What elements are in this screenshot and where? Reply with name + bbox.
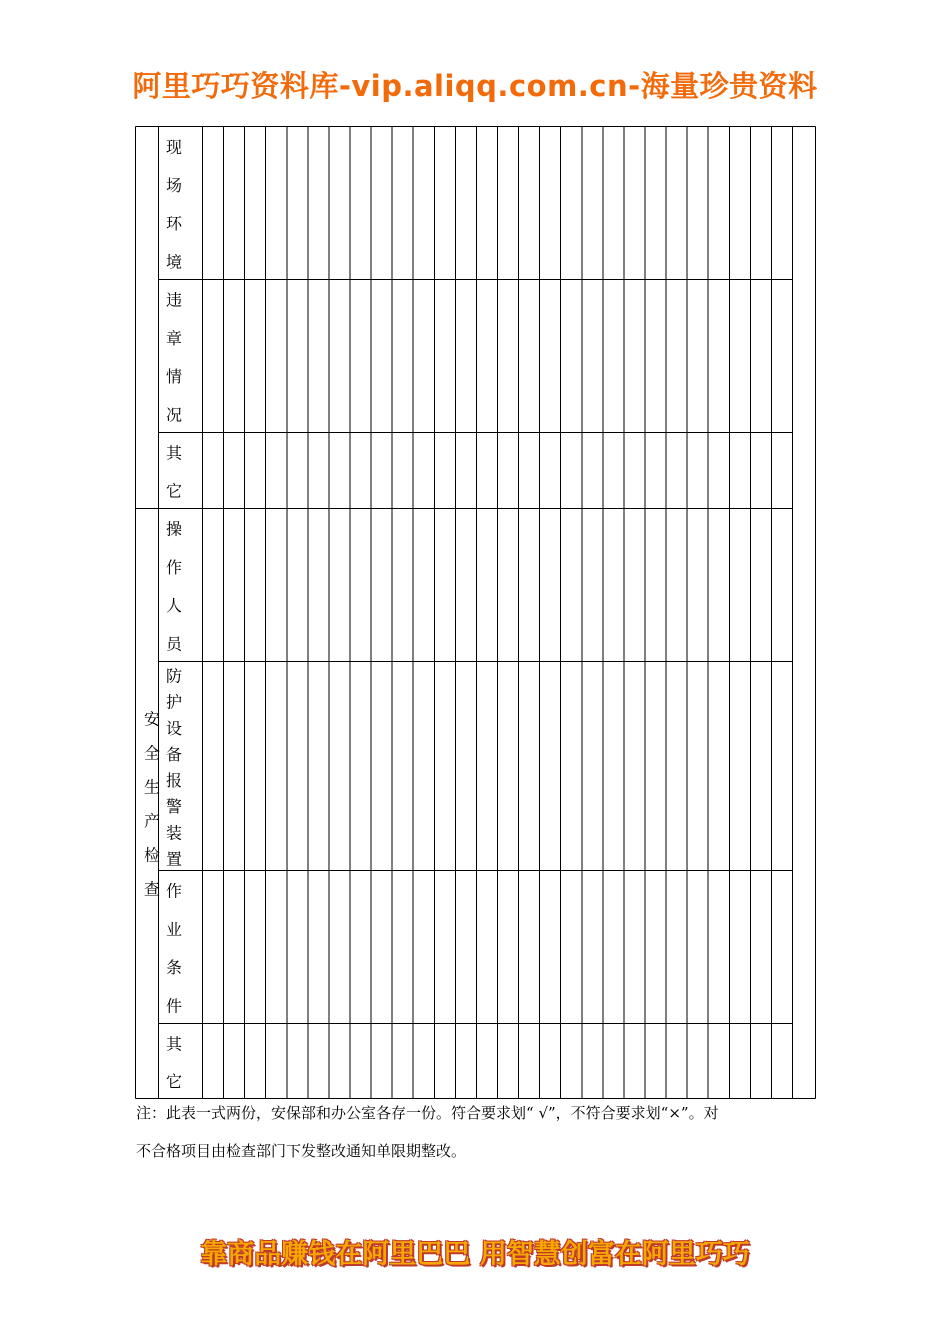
row-label-3 [166,520,183,654]
row-label-6-char: 其 [165,1034,183,1054]
row-label-1 [166,291,182,425]
section-label-1-char: 产 [143,811,161,831]
row-label-4-char: 警 [165,797,183,817]
row-label-6 [166,1034,183,1091]
row-label-4-char: 装 [165,823,183,843]
row-label-0 [166,138,183,272]
row-label-4-char: 护 [165,692,183,712]
row-label-1-char: 章 [165,328,183,348]
row-label-4-char: 防 [165,666,183,686]
row-label-4-char: 备 [165,744,183,764]
header-banner: 阿里巧巧资料库-vip.aliqq.com.cn-海量珍贵资料 [132,69,818,103]
row-label-1-char: 情 [165,367,183,387]
row-label-5-char: 业 [165,919,183,939]
row-label-4-char: 置 [165,849,183,869]
row-label-4-char: 报 [165,771,183,791]
row-label-2 [166,444,183,501]
row-label-0-char: 现 [165,137,183,157]
row-label-3-char: 人 [165,596,183,616]
row-label-1-char: 违 [165,290,183,310]
row-label-3-char: 作 [165,557,183,577]
row-label-5-char: 条 [165,958,183,978]
footer-banner: 靠商品赚钱在阿里巴巴 用智慧创富在阿里巧巧 [200,1239,750,1270]
row-label-5-char: 作 [165,881,183,901]
note-line-1: 注：此表一式两份，安保部和办公室各存一份。符合要求划“ √”，不符合要求划“×”。对 [136,1104,719,1122]
row-label-1-char: 况 [165,405,183,425]
note-line-2: 不合格项目由检查部门下发整改通知单限期整改。 [136,1142,467,1160]
section-label-1-char: 生 [143,777,161,797]
row-label-0-char: 环 [165,214,183,234]
row-label-2-char: 它 [165,481,183,501]
row-label-6-char: 它 [165,1071,183,1091]
row-label-3-char: 操 [165,519,183,539]
row-label-5-char: 件 [165,996,183,1016]
row-label-4-char: 设 [165,718,183,738]
row-label-0-char: 场 [165,175,183,195]
section-label-1-char: 检 [143,845,161,865]
row-label-4 [166,667,182,869]
row-label-2-char: 其 [165,443,183,463]
section-label-1-char: 查 [143,879,161,899]
section-label-1-char: 安 [143,709,161,729]
row-label-3-char: 员 [165,634,183,654]
section-label-1 [144,710,160,899]
row-label-5 [166,882,182,1016]
section-label-1-char: 全 [143,743,161,763]
row-label-0-char: 境 [165,252,183,272]
